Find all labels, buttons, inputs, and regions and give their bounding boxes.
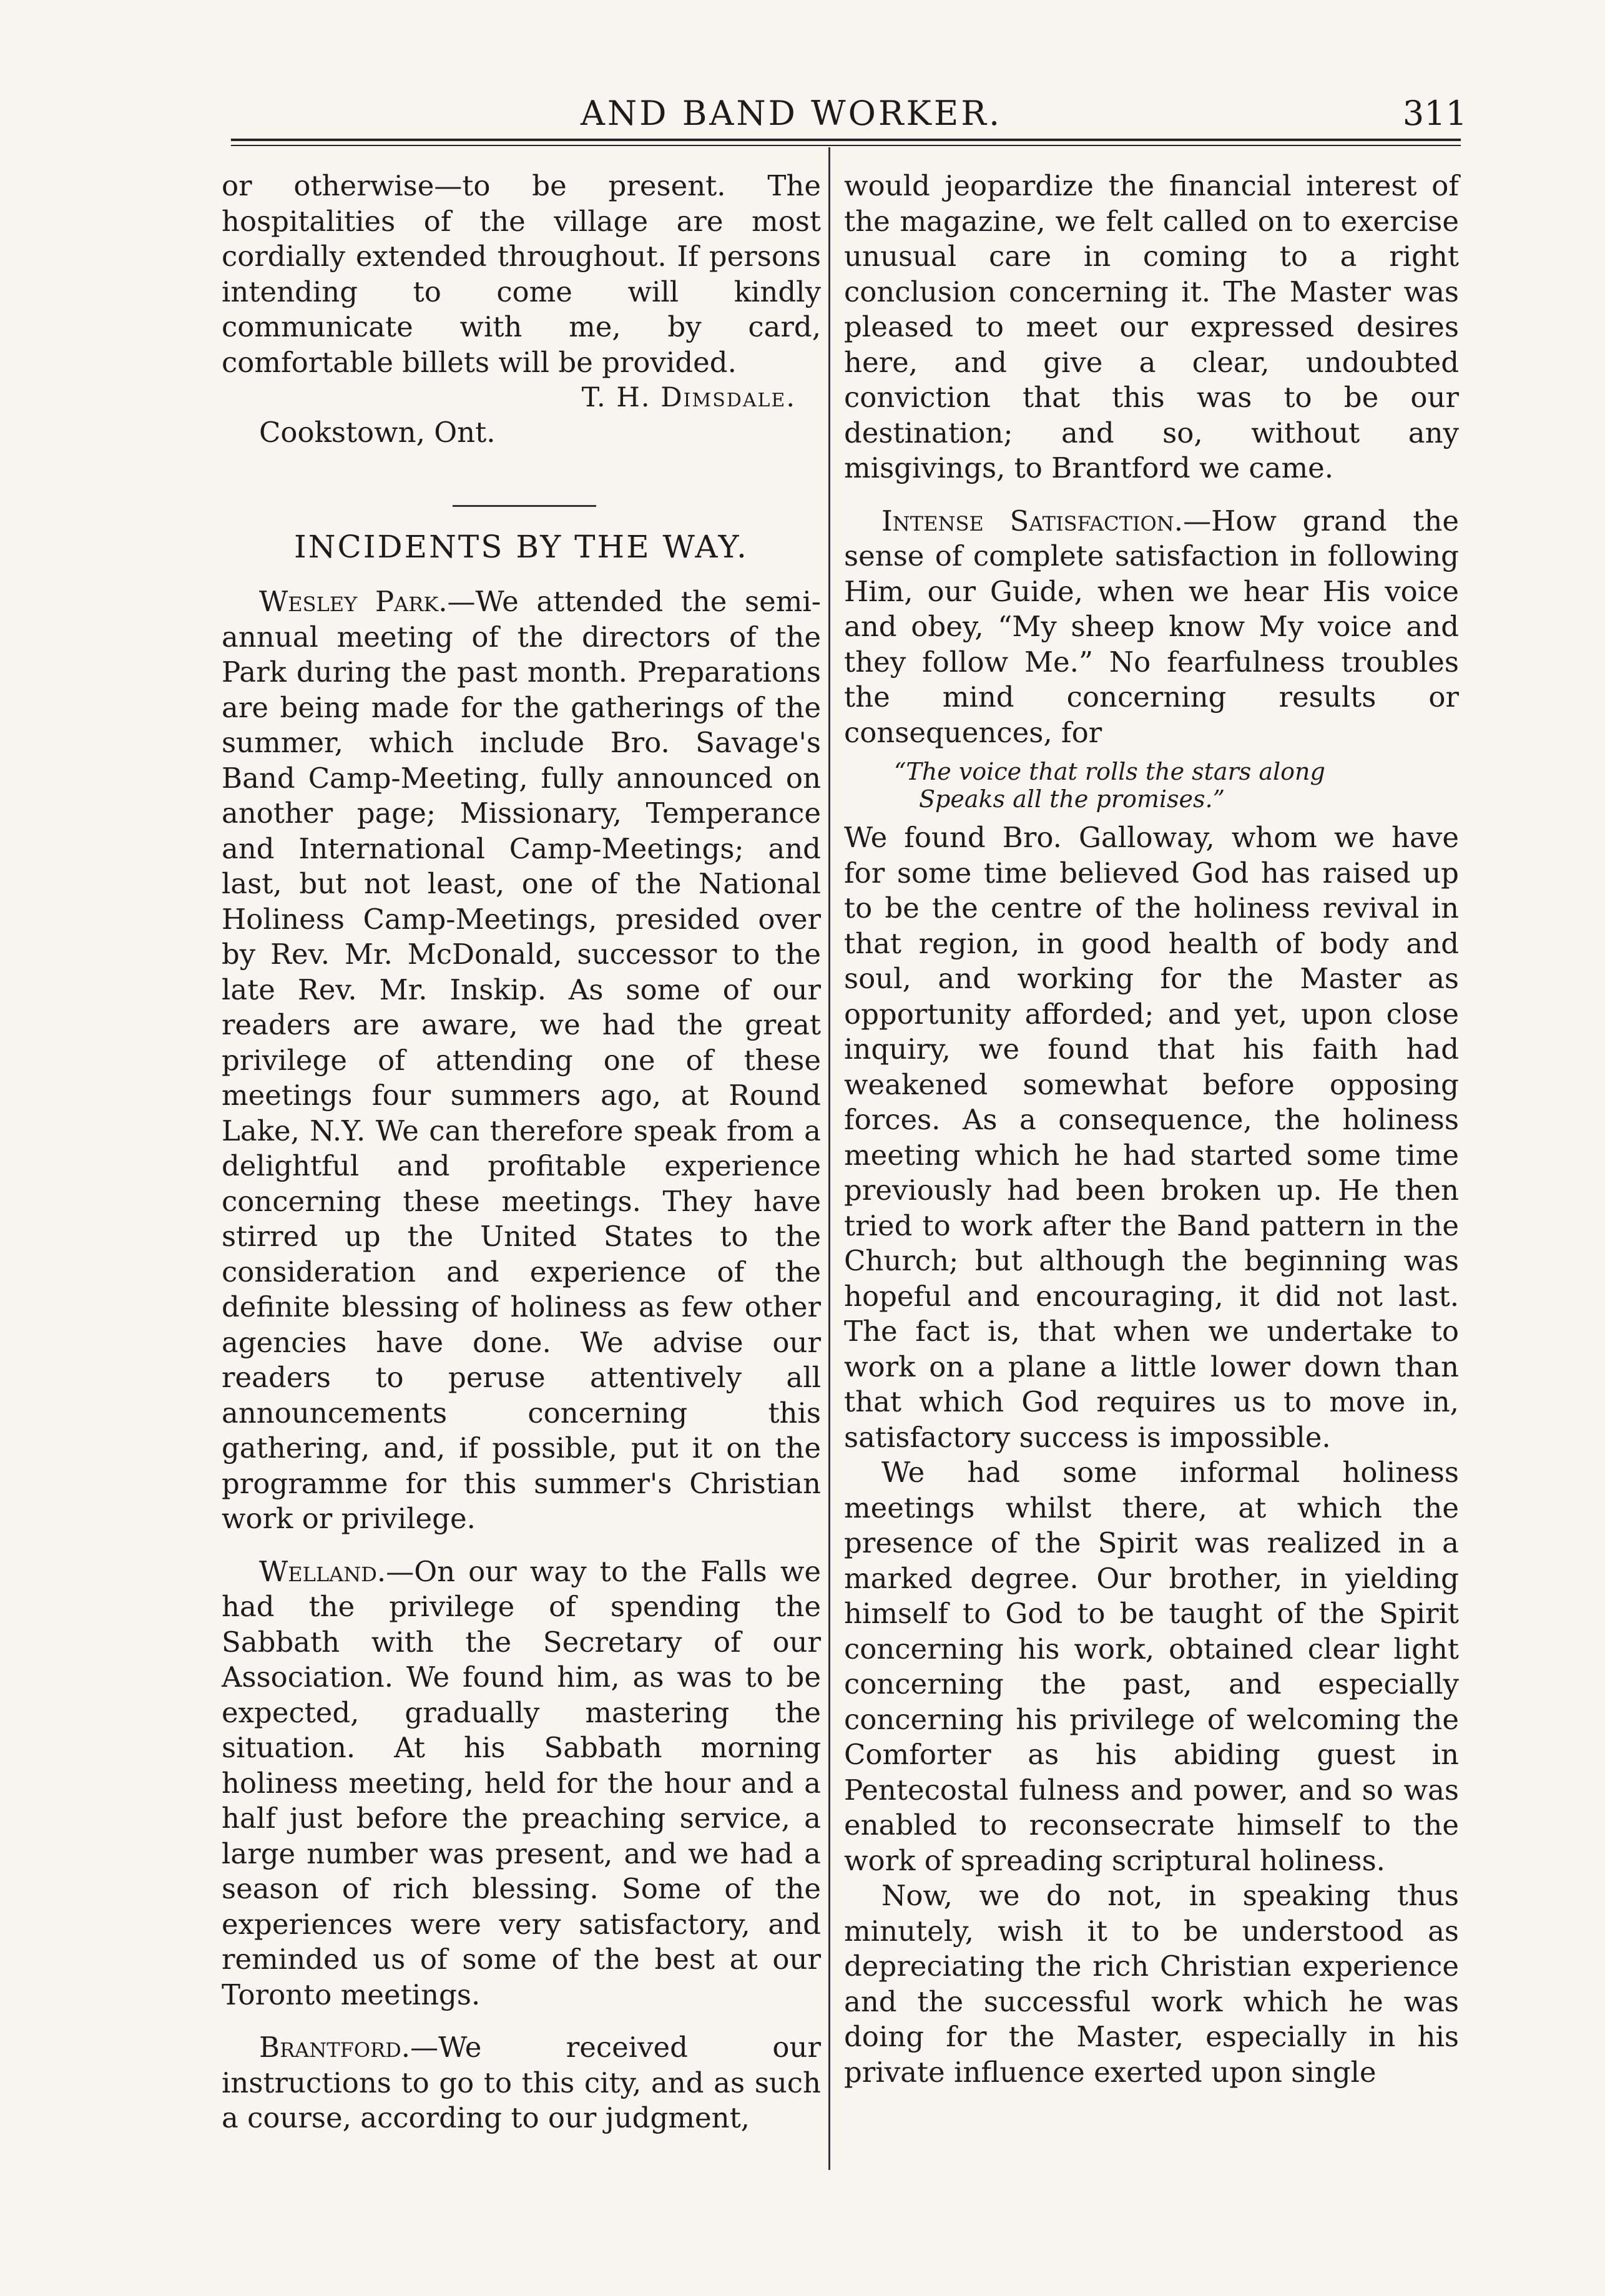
column-divider <box>828 147 830 2170</box>
intense-satisfaction-lead: Intense Satisfaction. <box>881 504 1184 537</box>
intro-paragraph: or otherwise—to be present. The hospitalities of the village are most cordially extended throughout. If persons intending to come will kindly communicate with me, by card, comfortable billets will be provided. <box>222 169 821 379</box>
running-title: AND BAND WORKER. <box>581 94 1003 133</box>
verse-line: “The voice that rolls the stars along <box>894 758 1325 785</box>
galloway-paragraph: We found Bro. Galloway, whom we have for some time believed God has raised up to be the centre of the holiness revival in that region, in good health of body and soul, and working for the Master as opportunity afforded; and yet, upon close inquiry, we found that his faith had weakened somewhat before opposing forces. As a consequence, the holiness meeting which he had started some time previously had been broken up. He then tried to work after the Band pattern in the Church; but although the beginning was hopeful and encouraging, it did not last. The fact is, that when we undertake to work on a plane a little lower down than that which God requires us to move in, satisfactory success is impossible. <box>844 821 1459 1454</box>
section-heading: INCIDENTS BY THE WAY. <box>294 529 749 565</box>
verse-line: Speaks all the promises.” <box>919 785 1225 813</box>
running-header <box>231 94 1467 144</box>
welland-lead: Welland. <box>259 1554 386 1588</box>
wesley-park-paragraph <box>222 584 821 1537</box>
brantford-text: —We received our instructions to go to this city, and as such a course, according to our judgment, <box>222 2031 821 2134</box>
header-rule <box>231 139 1461 141</box>
intense-satisfaction-paragraph <box>844 504 1459 751</box>
closing-paragraph: Now, we do not, in speaking thus minutely, wish it to be understood as depreciating the rich Christian experience and the successful work which he was doing for the Master, especially in his private influence exerted upon single <box>844 1879 1459 2089</box>
welland-paragraph <box>222 1554 821 2013</box>
welland-text: —On our way to the Falls we had the privilege of spending the Sabbath with the Secretary of our Association. We found him, as was to be expected, gradually mastering the situation. At his Sabbath morning holiness meeting, held for the hour and a half just before the preaching service, a large number was present, and we had a season of rich blessing. Some of the experiences were very satisfactory, and reminded us of some of the best at our Toronto meetings. <box>222 1554 821 2011</box>
continued-paragraph: would jeopardize the financial interest of the magazine, we felt called on to exercise unusual care in coming to a right conclusion concerning it. The Master was pleased to meet our expressed desires here, and give a clear, undoubted conviction that this was to be our destination; and so, without any misgivings, to Brantford we came. <box>844 169 1459 484</box>
intense-satisfaction-text: —How grand the sense of complete satisfaction in following Him, our Guide, when we hear His voice and obey, “My sheep know My voice and they follow Me.” No fearfulness troubles the mind concerning results or consequences, for <box>844 504 1460 749</box>
verse-quote <box>894 758 1459 813</box>
signature: T. H. Dimsdale. <box>581 382 796 413</box>
page-number: 311 <box>1402 94 1467 133</box>
signature-place: Cookstown, Ont. <box>259 416 496 449</box>
brantford-paragraph <box>222 2030 821 2136</box>
wesley-park-text: —We attended the semi-annual meeting of the directors of the Park during the past month. Preparations are being made for the gatherings of the summer, which include Bro. Savage's Band Camp-Meeting, fully announced on another page; Missionary, Temperance and International Camp-Meetings; and last, but not least, one of the National Holiness Camp-Meetings, presided over by Rev. Mr. McDonald, successor to the late Rev. Mr. Inskip. As some of our readers are aware, we had the great privilege of attending one of these meetings four summers ago, at Round Lake, N.Y. We can therefore speak from a delightful and profitable experience concerning these meetings. They have stirred up the United States to the consideration and experience of the definite blessing of holiness as few other agencies have done. We advise our readers to peruse attentively all announcements concerning this gathering, and, if possible, put it on the programme for this summer's Christian work or privilege. <box>222 585 821 1535</box>
header-rule-thin <box>231 145 1461 146</box>
section-divider <box>453 505 596 507</box>
wesley-park-lead: Wesley Park. <box>259 585 448 618</box>
right-column <box>844 169 1459 2090</box>
brantford-lead: Brantford. <box>259 2031 411 2064</box>
informal-meetings-paragraph: We had some informal holiness meetings whilst there, at which the presence of the Spirit was realized in a marked degree. Our brother, in yielding himself to God to be taught of the Spirit concerning his work, obtained clear light concerning the past, and especially concerning his privilege of welcoming the Comforter as his abiding guest in Pentecostal fulness and power, and so was enabled to reconsecrate himself to the work of spreading scriptural holiness. <box>844 1456 1459 1877</box>
left-column <box>222 169 821 2136</box>
